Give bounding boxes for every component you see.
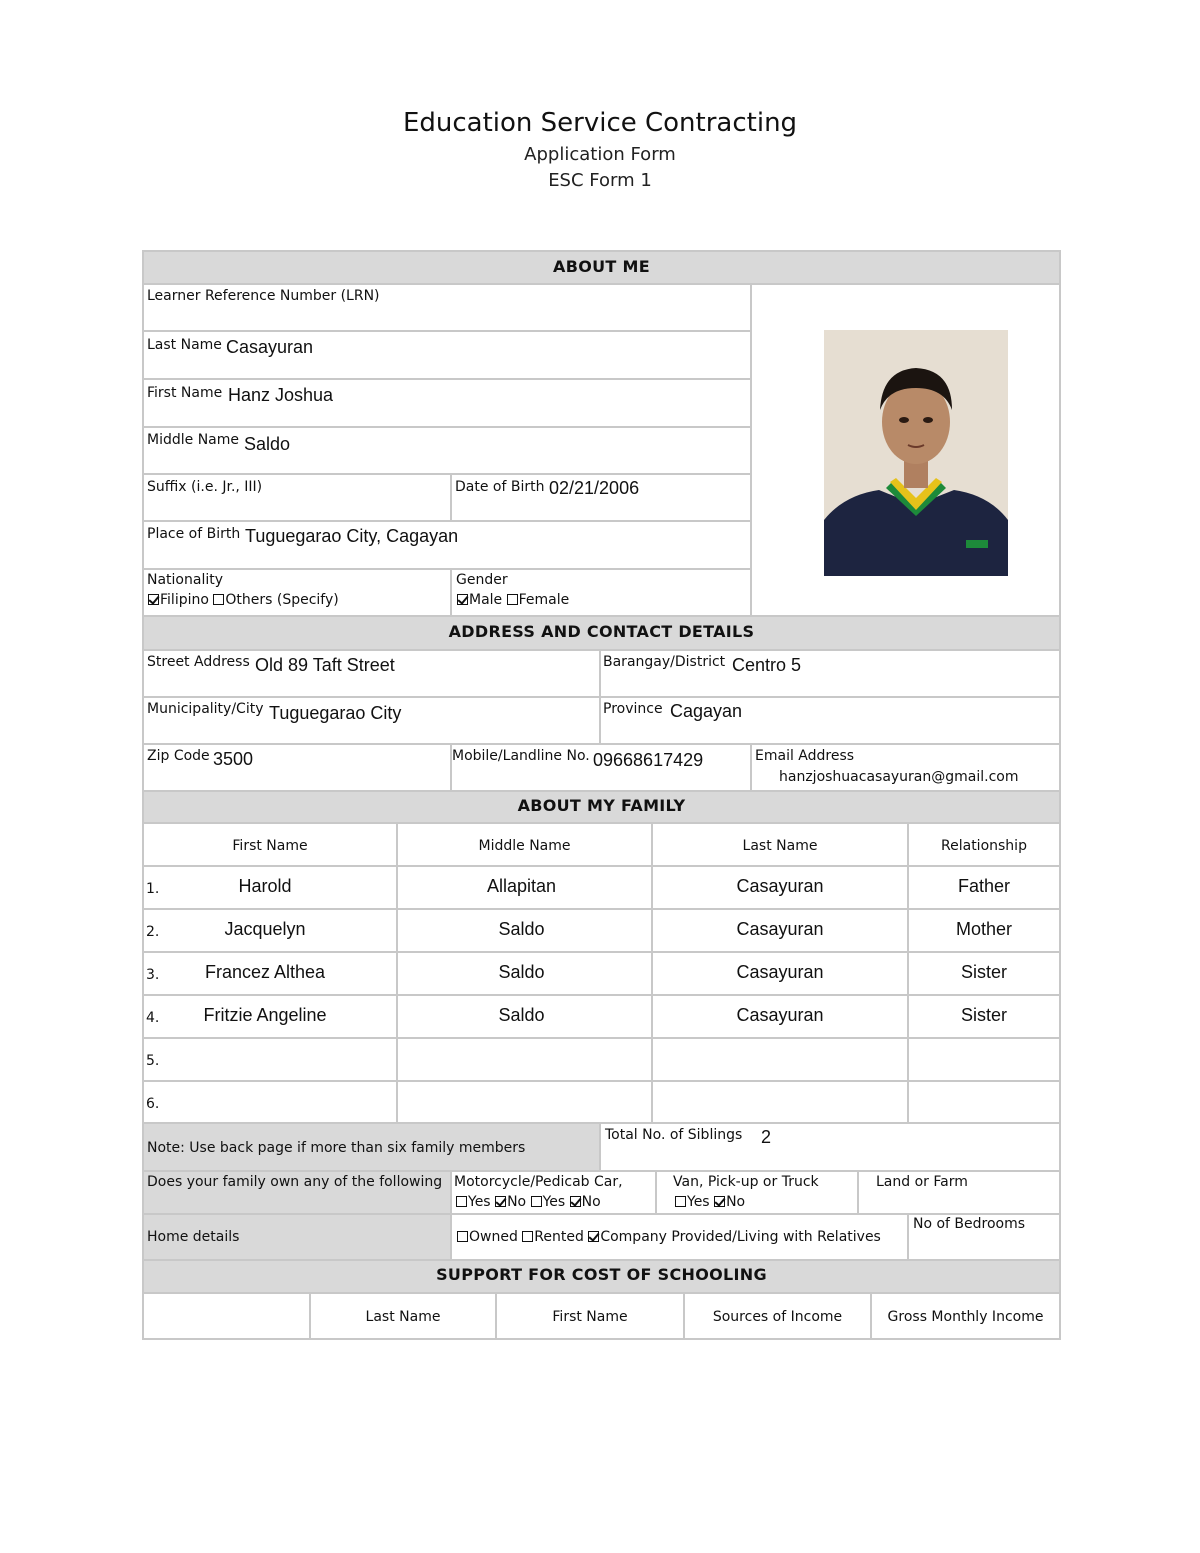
family-row-number: 6. bbox=[146, 1096, 160, 1112]
family-heading: ABOUT MY FAMILY bbox=[142, 790, 1061, 824]
family-row-4-last-cell[interactable] bbox=[651, 994, 909, 1039]
home-options bbox=[457, 1229, 881, 1245]
family-row-rel-value: Sister bbox=[960, 1005, 1007, 1025]
lrn-label: Learner Reference Number (LRN) bbox=[147, 288, 380, 304]
middle-name-field[interactable] bbox=[142, 426, 752, 475]
moto-field bbox=[450, 1170, 657, 1215]
mobile-label: Mobile/Landline No. bbox=[452, 748, 590, 764]
rented-checkbox[interactable] bbox=[522, 1231, 533, 1242]
family-row-last-value: Casayuran bbox=[736, 1005, 824, 1025]
owned-label: Owned bbox=[469, 1229, 518, 1245]
form-code: ESC Form 1 bbox=[548, 170, 652, 191]
family-row-last-value: Casayuran bbox=[736, 919, 824, 939]
barangay-value: Centro 5 bbox=[732, 655, 802, 675]
email-field[interactable] bbox=[750, 743, 1061, 792]
first-name-label: First Name bbox=[147, 385, 223, 401]
family-row-2-rel-cell[interactable] bbox=[907, 908, 1061, 953]
family-col-first-label: First Name bbox=[232, 838, 308, 854]
own-cell bbox=[142, 1170, 452, 1215]
zip-value: 3500 bbox=[213, 749, 254, 769]
suffix-field[interactable] bbox=[142, 473, 452, 522]
family-col-last bbox=[651, 822, 909, 867]
family-row-6-last-cell[interactable] bbox=[651, 1080, 909, 1125]
home-options-field bbox=[450, 1213, 909, 1261]
family-row-rel-value: Sister bbox=[960, 962, 1007, 982]
street-value: Old 89 Taft Street bbox=[255, 655, 395, 675]
family-row-middle-value: Saldo bbox=[498, 919, 545, 939]
male-option-label: Male bbox=[469, 592, 503, 608]
barangay-label: Barangay/District bbox=[603, 654, 726, 670]
siblings-label: Total No. of Siblings bbox=[605, 1127, 743, 1143]
others-option-label: Others (Specify) bbox=[225, 592, 339, 608]
city-field[interactable] bbox=[142, 696, 601, 745]
middle-name-label: Middle Name bbox=[147, 432, 239, 448]
car-no-label: No bbox=[581, 1194, 601, 1210]
family-row-6-middle-cell[interactable] bbox=[396, 1080, 653, 1125]
family-row-number: 2. bbox=[146, 924, 160, 940]
moto-label: Motorcycle/Pedicab Car, bbox=[454, 1174, 623, 1190]
province-value: Cagayan bbox=[670, 701, 743, 721]
siblings-value: 2 bbox=[761, 1127, 772, 1147]
zip-label: Zip Code bbox=[147, 748, 210, 764]
car-yes-label: Yes bbox=[542, 1194, 566, 1210]
form-title: Education Service Contracting bbox=[402, 108, 798, 138]
form-subtitle: Application Form bbox=[524, 144, 676, 165]
family-note: Note: Use back page if more than six family members bbox=[147, 1140, 526, 1156]
family-row-5-rel-cell[interactable] bbox=[907, 1037, 1061, 1082]
pob-value: Tuguegarao City, Cagayan bbox=[245, 526, 459, 546]
family-row-4-middle-cell[interactable] bbox=[396, 994, 653, 1039]
support-col-gross-label: Gross Monthly Income bbox=[887, 1309, 1044, 1325]
pob-field[interactable] bbox=[142, 520, 752, 570]
family-row-middle-value: Saldo bbox=[498, 962, 545, 982]
family-row-number: 1. bbox=[146, 881, 160, 897]
van-options bbox=[675, 1194, 745, 1210]
home-label: Home details bbox=[147, 1229, 240, 1245]
family-col-rel bbox=[907, 822, 1061, 867]
moto-yes-label: Yes bbox=[468, 1194, 491, 1210]
van-no-label: No bbox=[726, 1194, 746, 1210]
moto-no-checkbox[interactable] bbox=[495, 1196, 506, 1207]
company-provided-label: Company Provided/Living with Relatives bbox=[600, 1229, 881, 1245]
van-yes-checkbox[interactable] bbox=[675, 1196, 686, 1207]
family-row-3-first-cell[interactable] bbox=[142, 951, 398, 996]
rented-label: Rented bbox=[534, 1229, 584, 1245]
family-row-first-value: Jacquelyn bbox=[224, 919, 306, 939]
street-label: Street Address bbox=[147, 654, 250, 670]
address-heading: ADDRESS AND CONTACT DETAILS bbox=[142, 615, 1061, 651]
support-col-gross bbox=[870, 1292, 1061, 1340]
last-name-label: Last Name bbox=[147, 337, 222, 353]
family-row-6-first-cell[interactable] bbox=[142, 1080, 398, 1125]
dob-field[interactable] bbox=[450, 473, 752, 522]
gender-label: Gender bbox=[456, 572, 508, 588]
first-name-value: Hanz Joshua bbox=[228, 385, 334, 405]
zip-field[interactable] bbox=[142, 743, 452, 792]
land-field bbox=[857, 1170, 1061, 1215]
student-photo bbox=[824, 330, 1008, 576]
about-me-heading: ABOUT ME bbox=[142, 250, 1061, 285]
support-col-first-label: First Name bbox=[552, 1309, 628, 1325]
last-name-field[interactable] bbox=[142, 330, 752, 380]
family-row-rel-value: Mother bbox=[955, 919, 1013, 939]
mobile-value: 09668617429 bbox=[593, 750, 704, 770]
family-row-number: 4. bbox=[146, 1010, 160, 1026]
car-no-checkbox[interactable] bbox=[570, 1196, 581, 1207]
family-row-1-middle-cell[interactable] bbox=[396, 865, 653, 910]
female-checkbox[interactable] bbox=[507, 594, 518, 605]
family-row-last-value: Casayuran bbox=[736, 962, 824, 982]
suffix-label: Suffix (i.e. Jr., III) bbox=[147, 479, 263, 495]
family-row-4-first-cell[interactable] bbox=[142, 994, 398, 1039]
others-checkbox[interactable] bbox=[213, 594, 224, 605]
dob-label: Date of Birth bbox=[455, 479, 545, 495]
barangay-field[interactable] bbox=[599, 649, 1061, 698]
bedrooms-field[interactable] bbox=[907, 1213, 1061, 1261]
family-row-number: 3. bbox=[146, 967, 160, 983]
family-row-5-first-cell[interactable] bbox=[142, 1037, 398, 1082]
moto-options bbox=[456, 1194, 601, 1210]
family-row-3-middle-cell[interactable] bbox=[396, 951, 653, 996]
support-col-first bbox=[495, 1292, 685, 1340]
van-label: Van, Pick-up or Truck bbox=[673, 1174, 819, 1190]
support-col-last bbox=[309, 1292, 497, 1340]
family-col-last-label: Last Name bbox=[742, 838, 818, 854]
nationality-label: Nationality bbox=[147, 572, 224, 588]
family-row-number: 5. bbox=[146, 1053, 160, 1069]
family-row-6-rel-cell[interactable] bbox=[907, 1080, 1061, 1125]
email-label: Email Address bbox=[755, 748, 855, 764]
pob-label: Place of Birth bbox=[147, 526, 241, 542]
support-col-source-label: Sources of Income bbox=[712, 1309, 843, 1325]
car-yes-checkbox[interactable] bbox=[531, 1196, 542, 1207]
family-row-5-last-cell[interactable] bbox=[651, 1037, 909, 1082]
family-col-middle-label: Middle Name bbox=[478, 838, 571, 854]
siblings-field[interactable] bbox=[599, 1122, 1061, 1172]
van-no-checkbox[interactable] bbox=[714, 1196, 725, 1207]
filipino-checkbox[interactable] bbox=[148, 594, 159, 605]
family-col-first bbox=[142, 822, 398, 867]
family-row-1-rel-cell[interactable] bbox=[907, 865, 1061, 910]
family-row-5-middle-cell[interactable] bbox=[396, 1037, 653, 1082]
filipino-option-label: Filipino bbox=[160, 592, 209, 608]
city-value: Tuguegarao City bbox=[269, 703, 402, 723]
home-cell bbox=[142, 1213, 452, 1261]
lrn-field[interactable] bbox=[142, 283, 752, 332]
family-row-1-first-cell[interactable] bbox=[142, 865, 398, 910]
family-row-3-rel-cell[interactable] bbox=[907, 951, 1061, 996]
family-row-2-first-cell[interactable] bbox=[142, 908, 398, 953]
family-row-first-value: Francez Althea bbox=[204, 962, 326, 982]
dob-value: 02/21/2006 bbox=[549, 478, 640, 498]
family-col-middle bbox=[396, 822, 653, 867]
mobile-field[interactable] bbox=[450, 743, 752, 792]
family-row-2-middle-cell[interactable] bbox=[396, 908, 653, 953]
family-row-rel-value: Father bbox=[957, 876, 1011, 896]
support-col-last-label: Last Name bbox=[365, 1309, 441, 1325]
city-label: Municipality/City bbox=[147, 701, 264, 717]
owned-checkbox[interactable] bbox=[457, 1231, 468, 1242]
middle-name-value: Saldo bbox=[244, 434, 291, 454]
family-row-1-last-cell[interactable] bbox=[651, 865, 909, 910]
email-value: hanzjoshuacasayuran@gmail.com bbox=[779, 769, 1019, 785]
own-label: Does your family own any of the following bbox=[147, 1174, 443, 1190]
van-yes-label: Yes bbox=[687, 1194, 710, 1210]
family-row-first-value: Harold bbox=[238, 876, 292, 896]
family-row-3-last-cell[interactable] bbox=[651, 951, 909, 996]
support-col-source bbox=[683, 1292, 872, 1340]
gender-options bbox=[457, 592, 569, 608]
support-col-blank bbox=[142, 1292, 311, 1340]
note-cell bbox=[142, 1122, 601, 1172]
family-row-first-value: Fritzie Angeline bbox=[203, 1005, 327, 1025]
land-label: Land or Farm bbox=[876, 1174, 968, 1190]
family-col-rel-label: Relationship bbox=[941, 838, 1027, 854]
moto-no-label: No bbox=[507, 1194, 527, 1210]
province-label: Province bbox=[603, 701, 663, 717]
family-row-last-value: Casayuran bbox=[736, 876, 824, 896]
family-row-2-last-cell[interactable] bbox=[651, 908, 909, 953]
family-row-middle-value: Saldo bbox=[498, 1005, 545, 1025]
male-checkbox[interactable] bbox=[457, 594, 468, 605]
street-field[interactable] bbox=[142, 649, 601, 698]
last-name-value: Casayuran bbox=[226, 337, 314, 357]
support-heading: SUPPORT FOR COST OF SCHOOLING bbox=[142, 1259, 1061, 1294]
van-field bbox=[655, 1170, 859, 1215]
family-row-middle-value: Allapitan bbox=[486, 876, 557, 896]
family-row-4-rel-cell[interactable] bbox=[907, 994, 1061, 1039]
nationality-options bbox=[148, 592, 339, 608]
nationality-field bbox=[142, 568, 452, 617]
company-provided-checkbox[interactable] bbox=[588, 1231, 599, 1242]
gender-field bbox=[450, 568, 752, 617]
bedrooms-label: No of Bedrooms bbox=[913, 1216, 1026, 1232]
first-name-field[interactable] bbox=[142, 378, 752, 428]
province-field[interactable] bbox=[599, 696, 1061, 745]
moto-yes-checkbox[interactable] bbox=[456, 1196, 467, 1207]
female-option-label: Female bbox=[518, 592, 570, 608]
